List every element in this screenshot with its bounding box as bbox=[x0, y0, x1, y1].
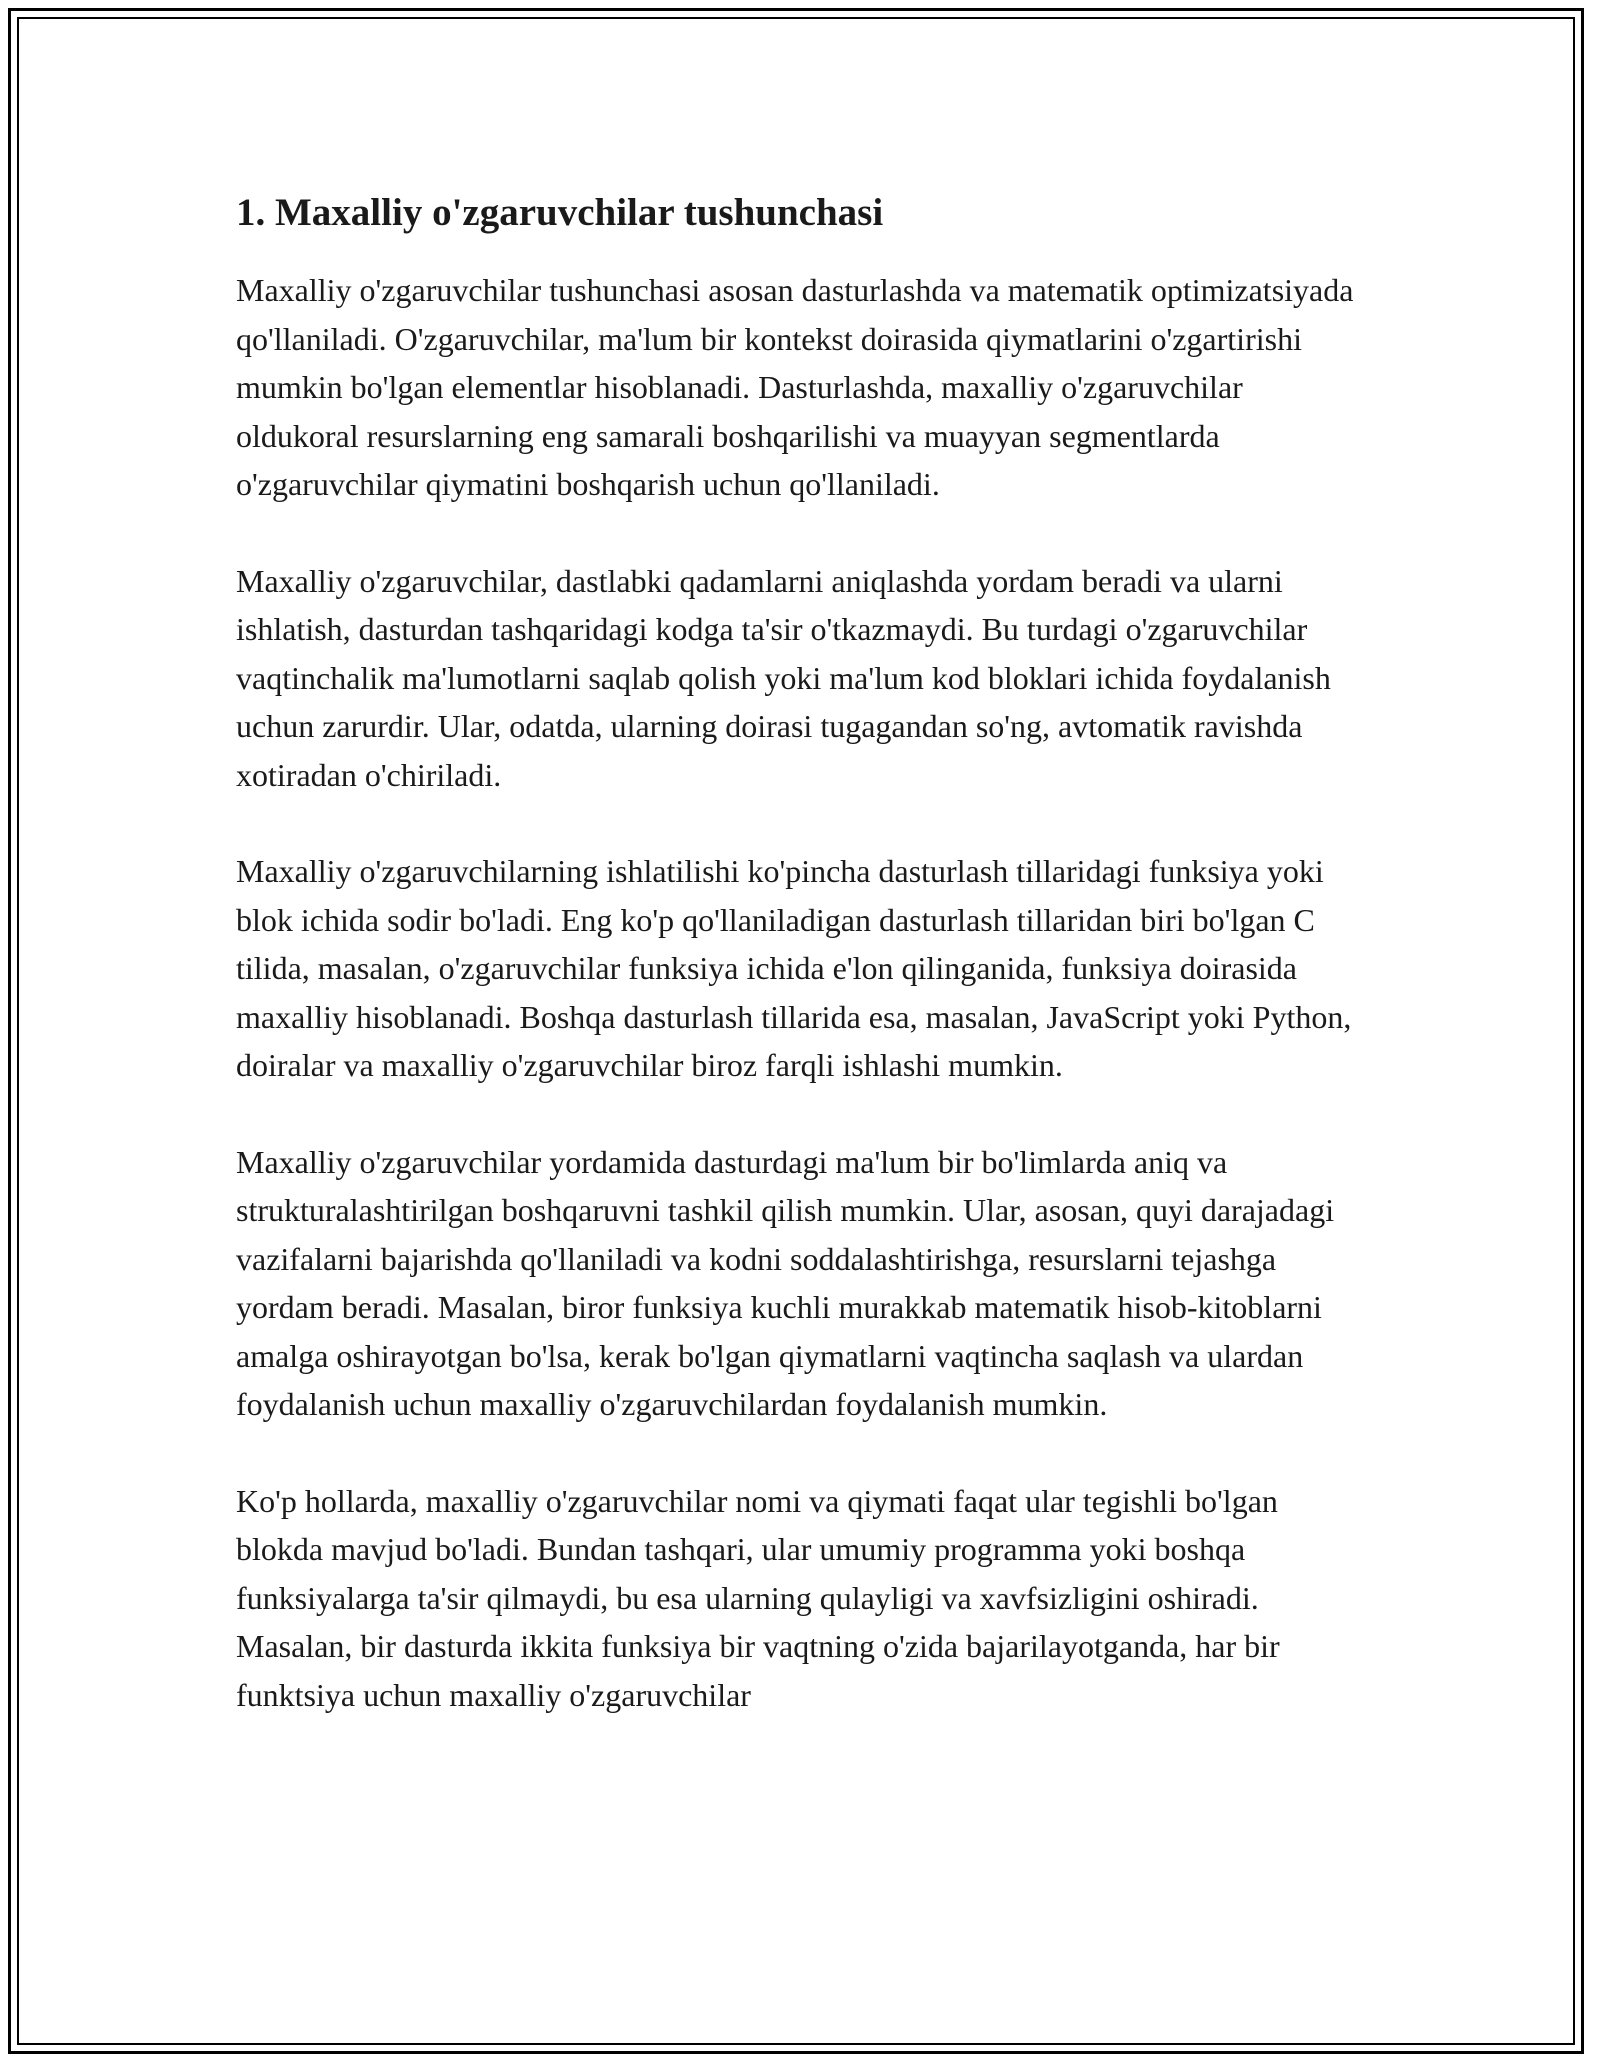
paragraph-2: Maxalliy o'zgaruvchilar, dastlabki qadamlarni aniqlashda yordam beradi va ularni ishlatish, dasturdan tashqaridagi kodga ta'sir o'tkazmaydi. Bu turdagi o'zgaruvchilar vaqtinchalik ma'lumotlarni saqlab qolish yoki ma'lum kod bloklari ichida foydalanish uchun zarurdir. Ular, odatda, ularning doirasi tugagandan so'ng, avtomatik ravishda xotiradan o'chiriladi. bbox=[236, 562, 1331, 793]
document-body bbox=[236, 188, 1366, 1767]
paragraph-5: Ko'p hollarda, maxalliy o'zgaruvchilar nomi va qiymati faqat ular tegishli bo'lgan blokda mavjud bo'ladi. Bundan tashqari, ular umumiy programma yoki boshqa funksiyalarga ta'sir qilmaydi, bu esa ularning qulayligi va xavfsizligini oshiradi. Masalan, bir dasturda ikkita funksiya bir vaqtning o'zida bajarilayotganda, har bir funktsiya uchun maxalliy o'zgaruvchilar bbox=[236, 1482, 1280, 1713]
paragraph-3: Maxalliy o'zgaruvchilarning ishlatilishi ko'pincha dasturlash tillaridagi funksiya yoki blok ichida sodir bo'ladi. Eng ko'p qo'llaniladigan dasturlash tillaridan biri bo'lgan C tilida, masalan, o'zgaruvchilar funksiya ichida e'lon qilinganida, funksiya doirasida maxalliy hisoblanadi. Boshqa dasturlash tillarida esa, masalan, JavaScript yoki Python, doiralar va maxalliy o'zgaruvchilar biroz farqli ishlashi mumkin. bbox=[236, 853, 1352, 1083]
paragraph-4: Maxalliy o'zgaruvchilar yordamida dasturdagi ma'lum bir bo'limlarda aniq va strukturalashtirilgan boshqaruvni tashkil qilish mumkin. Ular, asosan, quyi darajadagi vazifalarni bajarishda qo'llaniladi va kodni soddalashtirishga, resurslarni tejashga yordam beradi. Masalan, biror funksiya kuchli murakkab matematik hisob-kitoblarni amalga oshirayotgan bo'lsa, kerak bo'lgan qiymatlarni vaqtincha saqlash va ulardan foydalanish uchun maxalliy o'zgaruvchilardan foydalanish mumkin. bbox=[236, 1143, 1335, 1422]
section-title: 1. Maxalliy o'zgaruvchilar tushunchasi bbox=[236, 191, 884, 234]
paragraph-1: Maxalliy o'zgaruvchilar tushunchasi asosan dasturlashda va matematik optimizatsiyada qo'llaniladi. O'zgaruvchilar, ma'lum bir kontekst doirasida qiymatlarini o'zgartirishi mumkin bo'lgan elementlar hisoblanadi. Dasturlashda, maxalliy o'zgaruvchilar oldukoral resurslarning eng samarali boshqarilishi va muayyan segmentlarda o'zgaruvchilar qiymatini boshqarish uchun qo'llaniladi. bbox=[236, 272, 1354, 502]
